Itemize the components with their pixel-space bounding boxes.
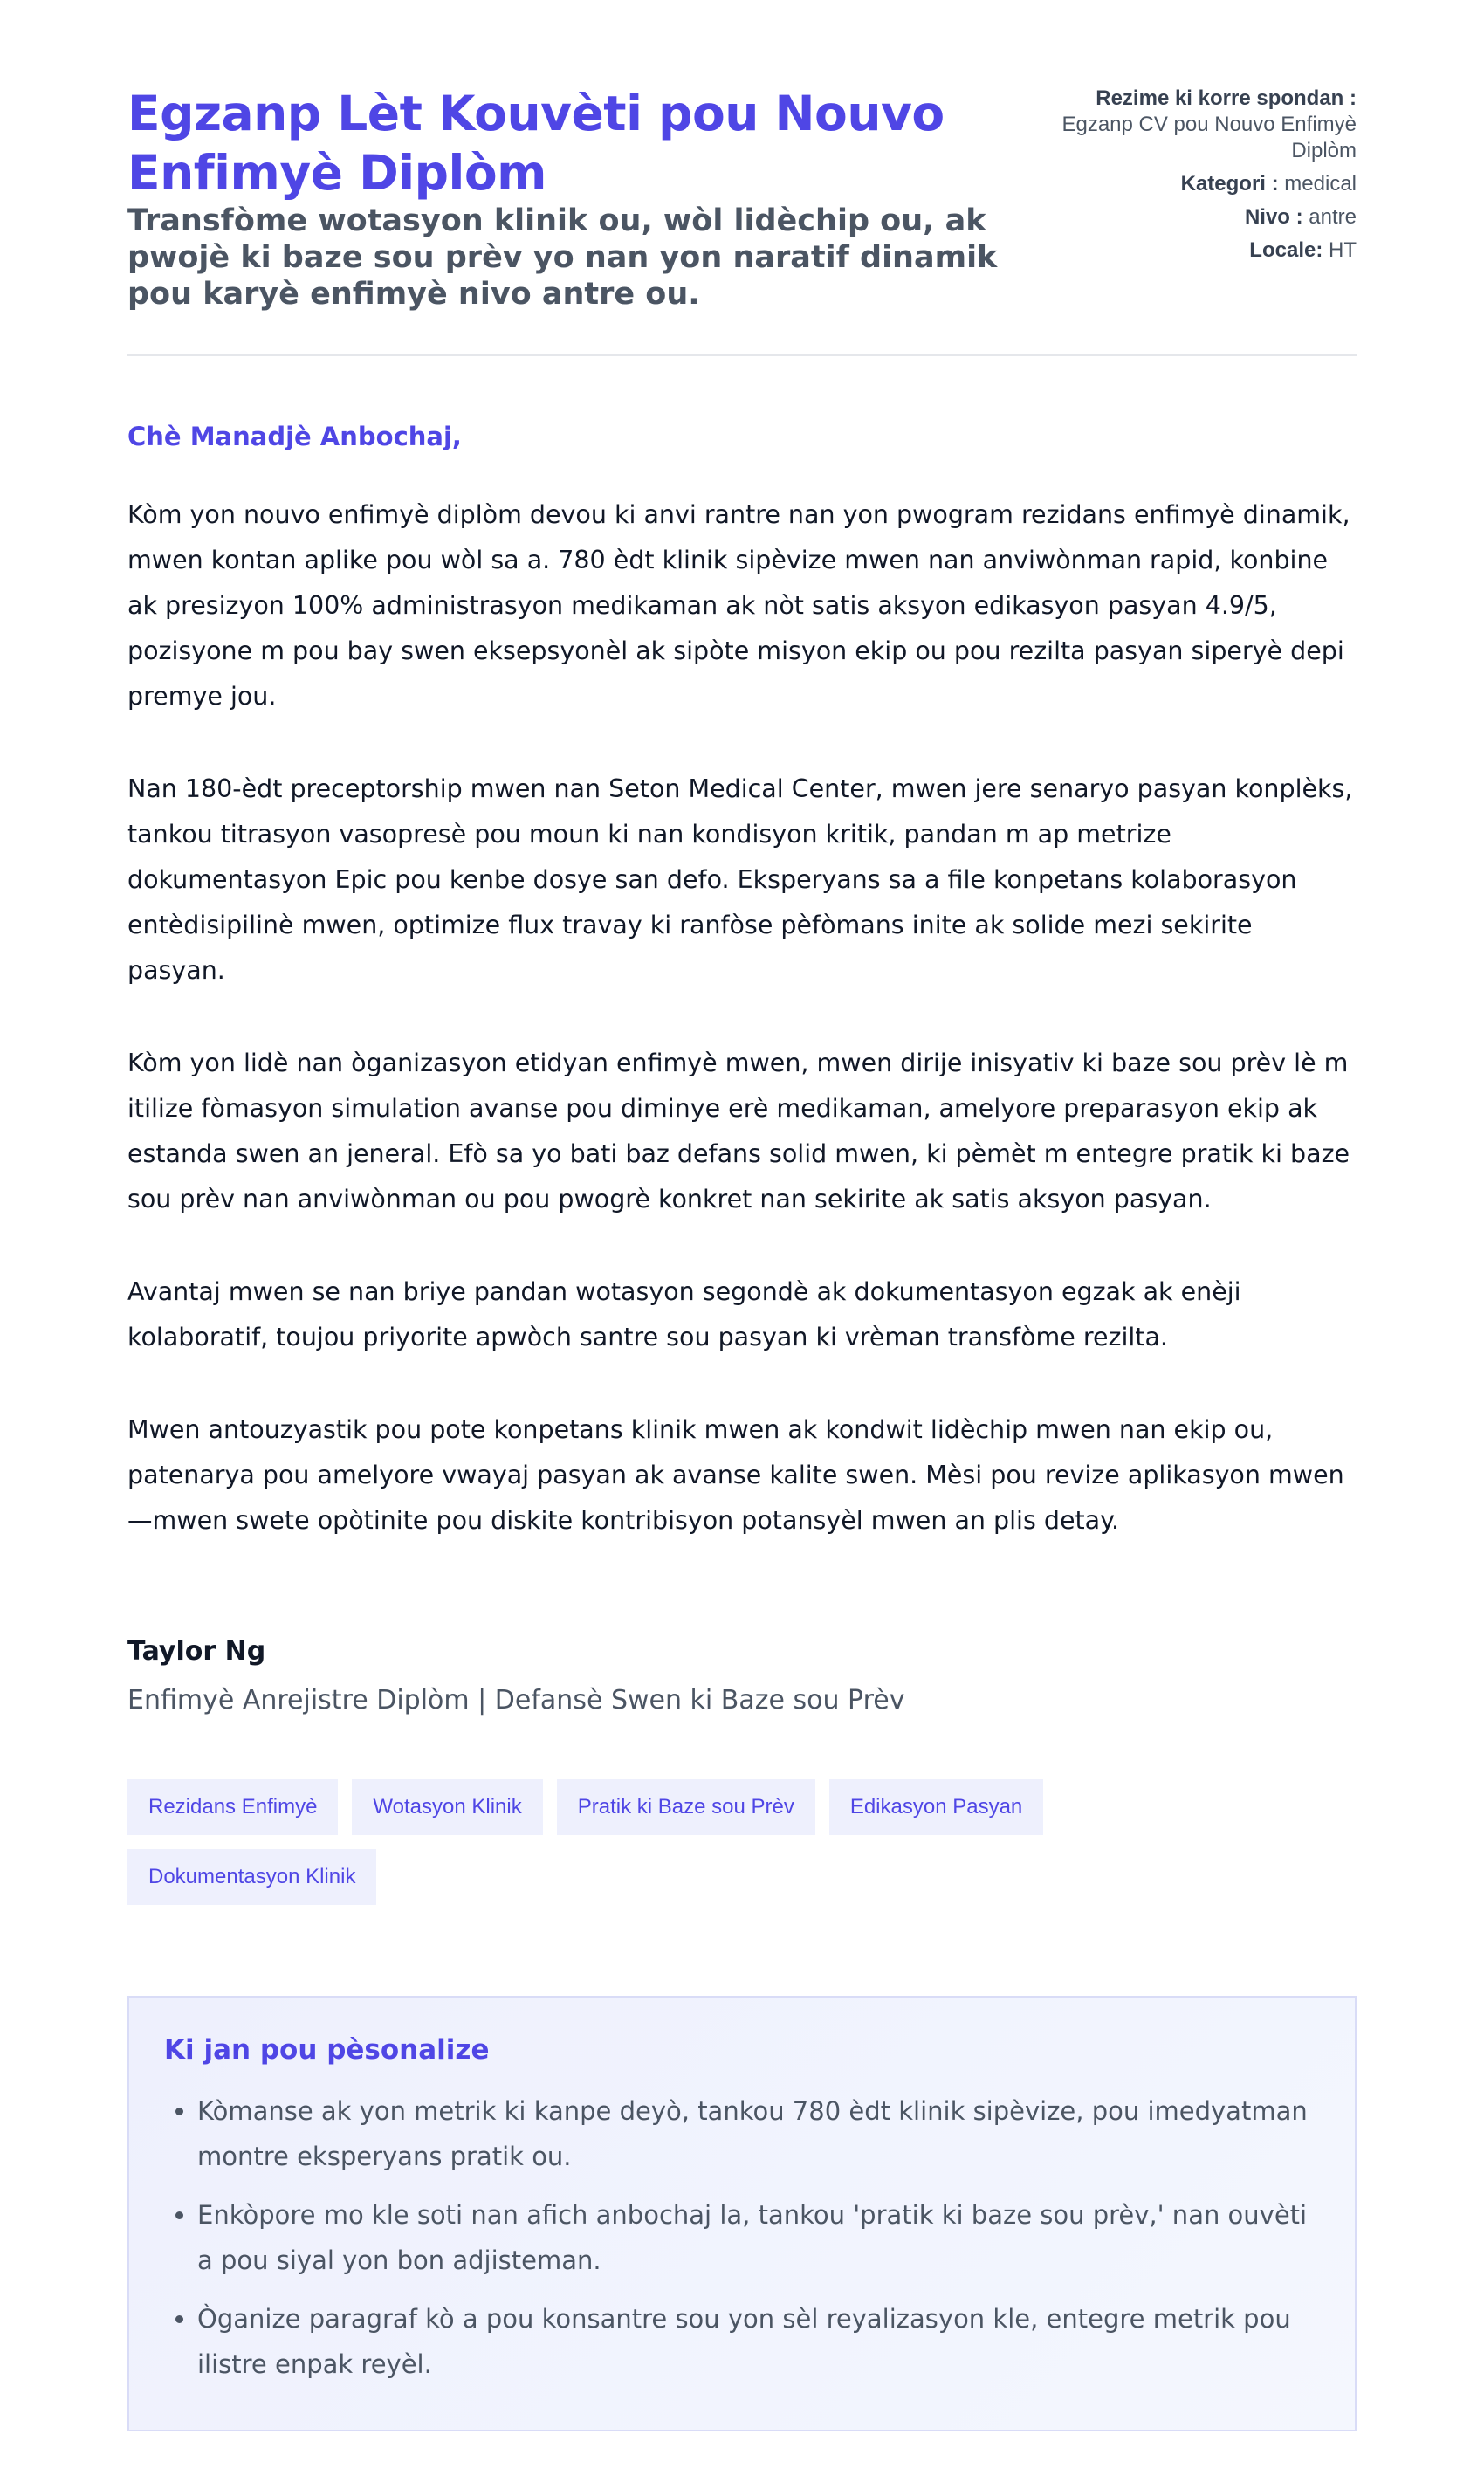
tips-list-item: • Kòmanse ak yon metrik ki kanpe deyò, tankou 780 èdt klinik sipèvize, pou imedyatman montre eksperyans pratik ou. — [197, 2088, 1320, 2179]
tips-list-item: • Òganize paragraf kò a pou konsantre sou yon sèl reyalizasyon kle, entegre metrik pou ilistre enpak reyèl. — [197, 2296, 1320, 2387]
letter-paragraph: Kòm yon nouvo enfimyè diplòm devou ki anvi rantre nan yon pwogram rezidans enfimyè dinamik, mwen kontan aplike pou wòl sa a. 780 èdt klinik sipèvize mwen nan anviwònman rapid, konbine ak presizyon 100% administrasyon medikaman ak nòt satis aksyon edikasyon pasyan 4.9/5, pozisyone m pou bay swen eksepsyonèl ak sipòte misyon ekip ou pou rezilta pasyan siperyè depi premye jou. — [127, 500, 1350, 711]
letter-paragraph: Nan 180-èdt preceptorship mwen nan Seton Medical Center, mwen jere senaryo pasyan konplèks, tankou titrasyon vasopresè pou moun ki nan kondisyon kritik, pandan m ap metrize dokumentasyon Epic pou kenbe dosye san defo. Eksperyans sa a file konpetans kolaborasyon entèdisipilinè mwen, optimize flux travay ki ranfòse pèfòmans inite ak solide mezi sekirite pasyan. — [127, 774, 1353, 985]
page-header — [127, 84, 1357, 356]
tag-chip[interactable]: Edikasyon Pasyan — [829, 1779, 1043, 1835]
metadata-panel — [1060, 84, 1357, 271]
customization-tips-box — [127, 1996, 1357, 2431]
page-subtitle: Transfòme wotasyon klinik ou, wòl lidèchip ou, ak pwojè ki baze sou prèv yo nan yon naratif dinamik pou karyè enfimyè nivo antre ou. — [127, 203, 998, 312]
header-title-block — [127, 84, 1018, 313]
letter-paragraph: Kòm yon lidè nan òganizasyon etidyan enfimyè mwen, mwen dirije inisyativ ki baze sou prèv lè m itilize fòmasyon simulation avanse pou diminye erè medikaman, amelyore preparasyon ekip ak estanda swen an jeneral. Efò sa yo bati baz defans solid mwen, ki pèmèt m entegre pratik ki baze sou prèv nan anviwònman ou pou pwogrè konkret nan sekirite ak satis aksyon pasyan. — [127, 1049, 1350, 1214]
meta-locale-label: Locale: — [1249, 238, 1323, 262]
cover-letter-page — [127, 0, 1357, 2431]
tips-list — [164, 2088, 1320, 2387]
meta-level-value: antre — [1309, 205, 1357, 229]
meta-resume-label: Rezime ki korre spondan : — [1096, 86, 1357, 110]
letter-paragraph: Avantaj mwen se nan briye pandan wotasyon segondè ak dokumentasyon egzak ak enèji kolaboratif, toujou priyorite apwòch santre sou pasyan ki vrèman transfòme rezilta. — [127, 1277, 1241, 1351]
meta-level-label: Nivo : — [1244, 205, 1303, 229]
tips-list-item: • Enkòpore mo kle soti nan afich anbochaj la, tankou 'pratik ki baze sou prèv,' nan ouvèti a pou siyal yon bon adjisteman. — [197, 2192, 1320, 2283]
letter-body — [127, 492, 1357, 1544]
tag-chip[interactable]: Pratik ki Baze sou Prèv — [557, 1779, 815, 1835]
tag-list — [127, 1779, 1175, 1919]
letter-paragraph: Mwen antouzyastik pou pote konpetans klinik mwen ak kondwit lidèchip mwen nan ekip ou, patenarya pou amelyore vwayaj pasyan ak avanse kalite swen. Mèsi pou revize aplikasyon mwen—mwen swete opòtinite pou diskite kontribisyon potansyèl mwen an plis detay. — [127, 1415, 1344, 1535]
signature-name: Taylor Ng — [127, 1636, 266, 1667]
meta-category-value: medical — [1284, 172, 1357, 196]
tag-chip[interactable]: Wotasyon Klinik — [352, 1779, 542, 1835]
meta-resume — [1060, 86, 1357, 164]
meta-category-label: Kategori : — [1180, 172, 1279, 196]
meta-locale — [1060, 237, 1357, 264]
letter-greeting: Chè Manadjè Anbochaj, — [127, 422, 462, 451]
meta-resume-value[interactable]: Egzanp CV pou Nouvo Enfimyè Diplòm — [1061, 113, 1357, 162]
meta-locale-value: HT — [1329, 238, 1357, 262]
tag-chip[interactable]: Dokumentasyon Klinik — [127, 1849, 376, 1905]
tips-title: Ki jan pou pèsonalize — [164, 2034, 490, 2066]
tag-chip[interactable]: Rezidans Enfimyè — [127, 1779, 338, 1835]
meta-level — [1060, 204, 1357, 230]
signature-role: Enfimyè Anrejistre Diplòm | Defansè Swen ki Baze sou Prèv — [127, 1685, 905, 1716]
meta-category — [1060, 171, 1357, 197]
page-title: Egzanp Lèt Kouvèti pou Nouvo Enfimyè Diplòm — [127, 86, 945, 201]
